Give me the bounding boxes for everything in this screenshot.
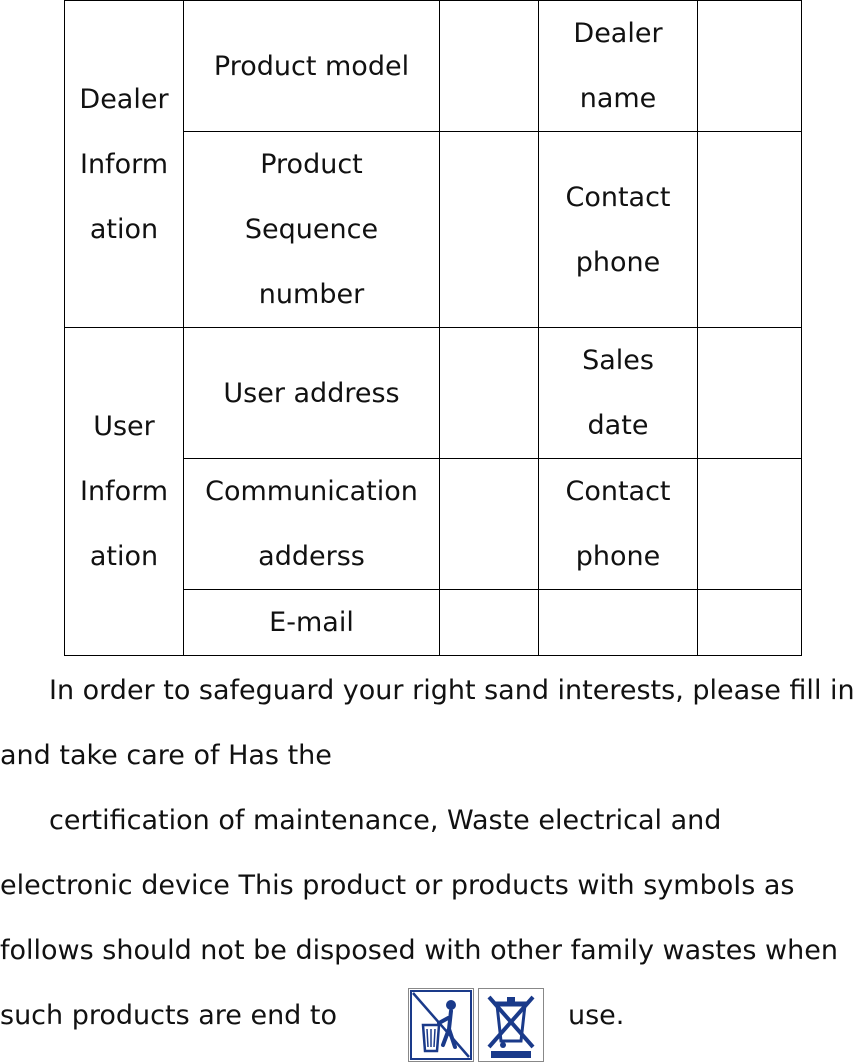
recycle-bin-person-icon [408,988,474,1062]
paragraph-line: certification of maintenance, Waste electrical and [49,805,722,836]
product-model-label: Product model [184,1,440,132]
user-contact-phone-value[interactable] [698,459,802,590]
product-sequence-number-label: Product Sequence number [184,132,440,328]
paragraph-line: follows should not be disposed with other family wastes when [0,935,838,966]
paragraph-line: and take care of Has the [0,740,332,771]
user-address-value[interactable] [440,328,539,459]
paragraph-line: electronic device This product or products with symboIs as [0,870,795,901]
sales-date-value[interactable] [698,328,802,459]
dealer-information-header: Dealer Inform ation [65,1,184,328]
user-information-header: User Inform ation [65,328,184,656]
paragraph-line: such products are end to [0,1000,338,1031]
email-label: E-mail [184,590,440,656]
product-model-value[interactable] [440,1,539,132]
paragraph-line: In order to safeguard your right sand interests, please fill in [49,675,855,706]
user-address-label: User address [184,328,440,459]
dealer-name-label: Dealer name [539,1,698,132]
email-value[interactable] [440,590,539,656]
sales-date-label: Sales date [539,328,698,459]
disposal-symbols [408,988,541,1062]
empty-cell [539,590,698,656]
info-table [64,0,802,656]
communication-address-label: Communication adderss [184,459,440,590]
crossed-out-wheelie-bin-icon [478,988,544,1062]
empty-cell [698,590,802,656]
product-sequence-number-value[interactable] [440,132,539,328]
communication-address-value[interactable] [440,459,539,590]
dealer-name-value[interactable] [698,1,802,132]
dealer-contact-phone-value[interactable] [698,132,802,328]
user-contact-phone-label: Contact phone [539,459,698,590]
tail-text: use. [568,1000,625,1031]
dealer-contact-phone-label: Contact phone [539,132,698,328]
